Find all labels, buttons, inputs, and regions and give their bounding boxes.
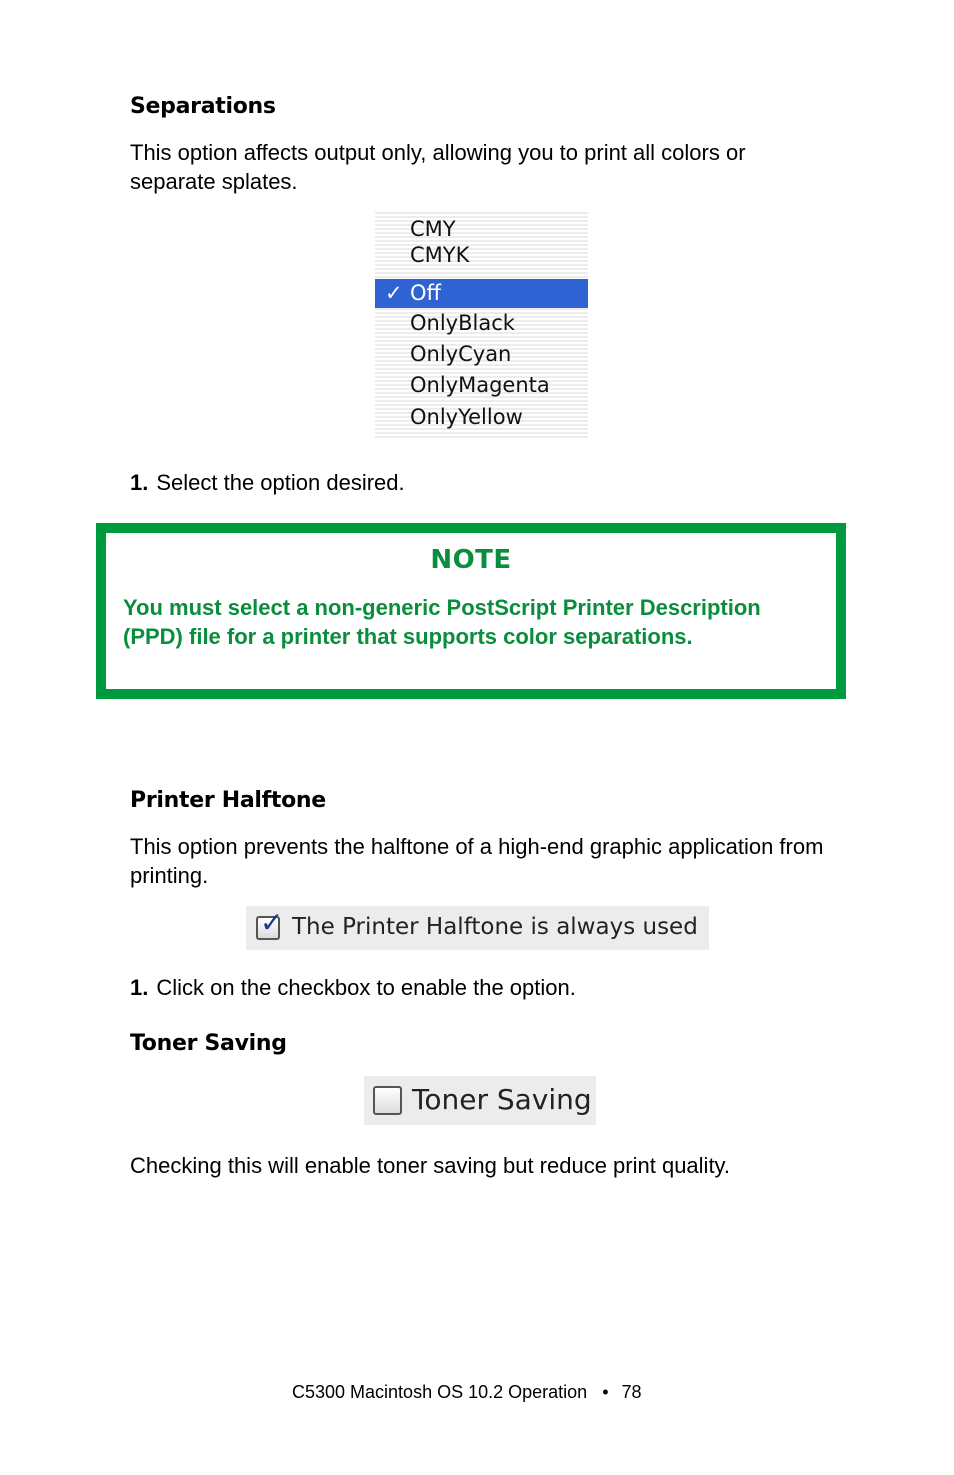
menu-item-label: CMYK	[410, 243, 470, 267]
printer-halftone-checkbox-label: The Printer Halftone is always used	[292, 914, 698, 940]
page-footer	[292, 1382, 642, 1403]
menu-item-label: OnlyYellow	[410, 405, 523, 429]
menu-item-onlymagenta[interactable]	[375, 371, 588, 400]
printer-halftone-step	[130, 975, 576, 1001]
menu-item-onlyyellow[interactable]	[375, 403, 588, 432]
menu-item-onlyblack[interactable]	[375, 309, 588, 338]
menu-item-label: Off	[410, 281, 441, 305]
menu-item-onlycyan[interactable]	[375, 340, 588, 369]
menu-item-label: OnlyMagenta	[410, 373, 550, 397]
toner-saving-description: Checking this will enable toner saving but reduce print quality.	[130, 1153, 731, 1178]
checkmark-icon: ✓	[385, 281, 403, 305]
step-number: 1.	[130, 975, 149, 1000]
checkmark-icon: ✓	[260, 906, 284, 939]
toner-saving-checkbox[interactable]	[373, 1086, 402, 1115]
menu-item-cmy[interactable]	[375, 210, 588, 239]
menu-item-label: CMY	[410, 217, 456, 241]
menu-item-label: OnlyBlack	[410, 311, 515, 335]
section-heading-separations: Separations	[130, 94, 276, 119]
note-box	[96, 523, 846, 699]
menu-item-off[interactable]	[375, 279, 588, 308]
step-text: Select the option desired.	[156, 470, 405, 495]
step-number: 1.	[130, 470, 149, 495]
section-heading-toner-saving: Toner Saving	[130, 1031, 287, 1056]
menu-item-cmyk[interactable]	[375, 241, 588, 270]
note-title: NOTE	[430, 545, 512, 575]
page-number: 78	[621, 1382, 642, 1402]
note-text: You must select a non-generic PostScript Printer Description (PPD) file for a printer that supports color separations.	[123, 595, 761, 649]
separations-description: This option affects output only, allowing you to print all colors or separate splates.	[130, 140, 746, 194]
printer-halftone-description: This option prevents the halftone of a high-end graphic application from printing.	[130, 834, 824, 888]
printer-halftone-checkbox-control[interactable]	[246, 906, 709, 950]
section-heading-printer-halftone: Printer Halftone	[130, 788, 326, 813]
toner-saving-checkbox-label: Toner Saving	[412, 1083, 592, 1116]
separations-popup-menu	[375, 210, 588, 438]
separations-step	[130, 470, 405, 496]
step-text: Click on the checkbox to enable the option.	[156, 975, 576, 1000]
toner-saving-checkbox-control[interactable]	[364, 1076, 596, 1125]
footer-separator: •	[602, 1382, 609, 1402]
menu-item-label: OnlyCyan	[410, 342, 512, 366]
footer-title: C5300 Macintosh OS 10.2 Operation	[292, 1382, 588, 1402]
